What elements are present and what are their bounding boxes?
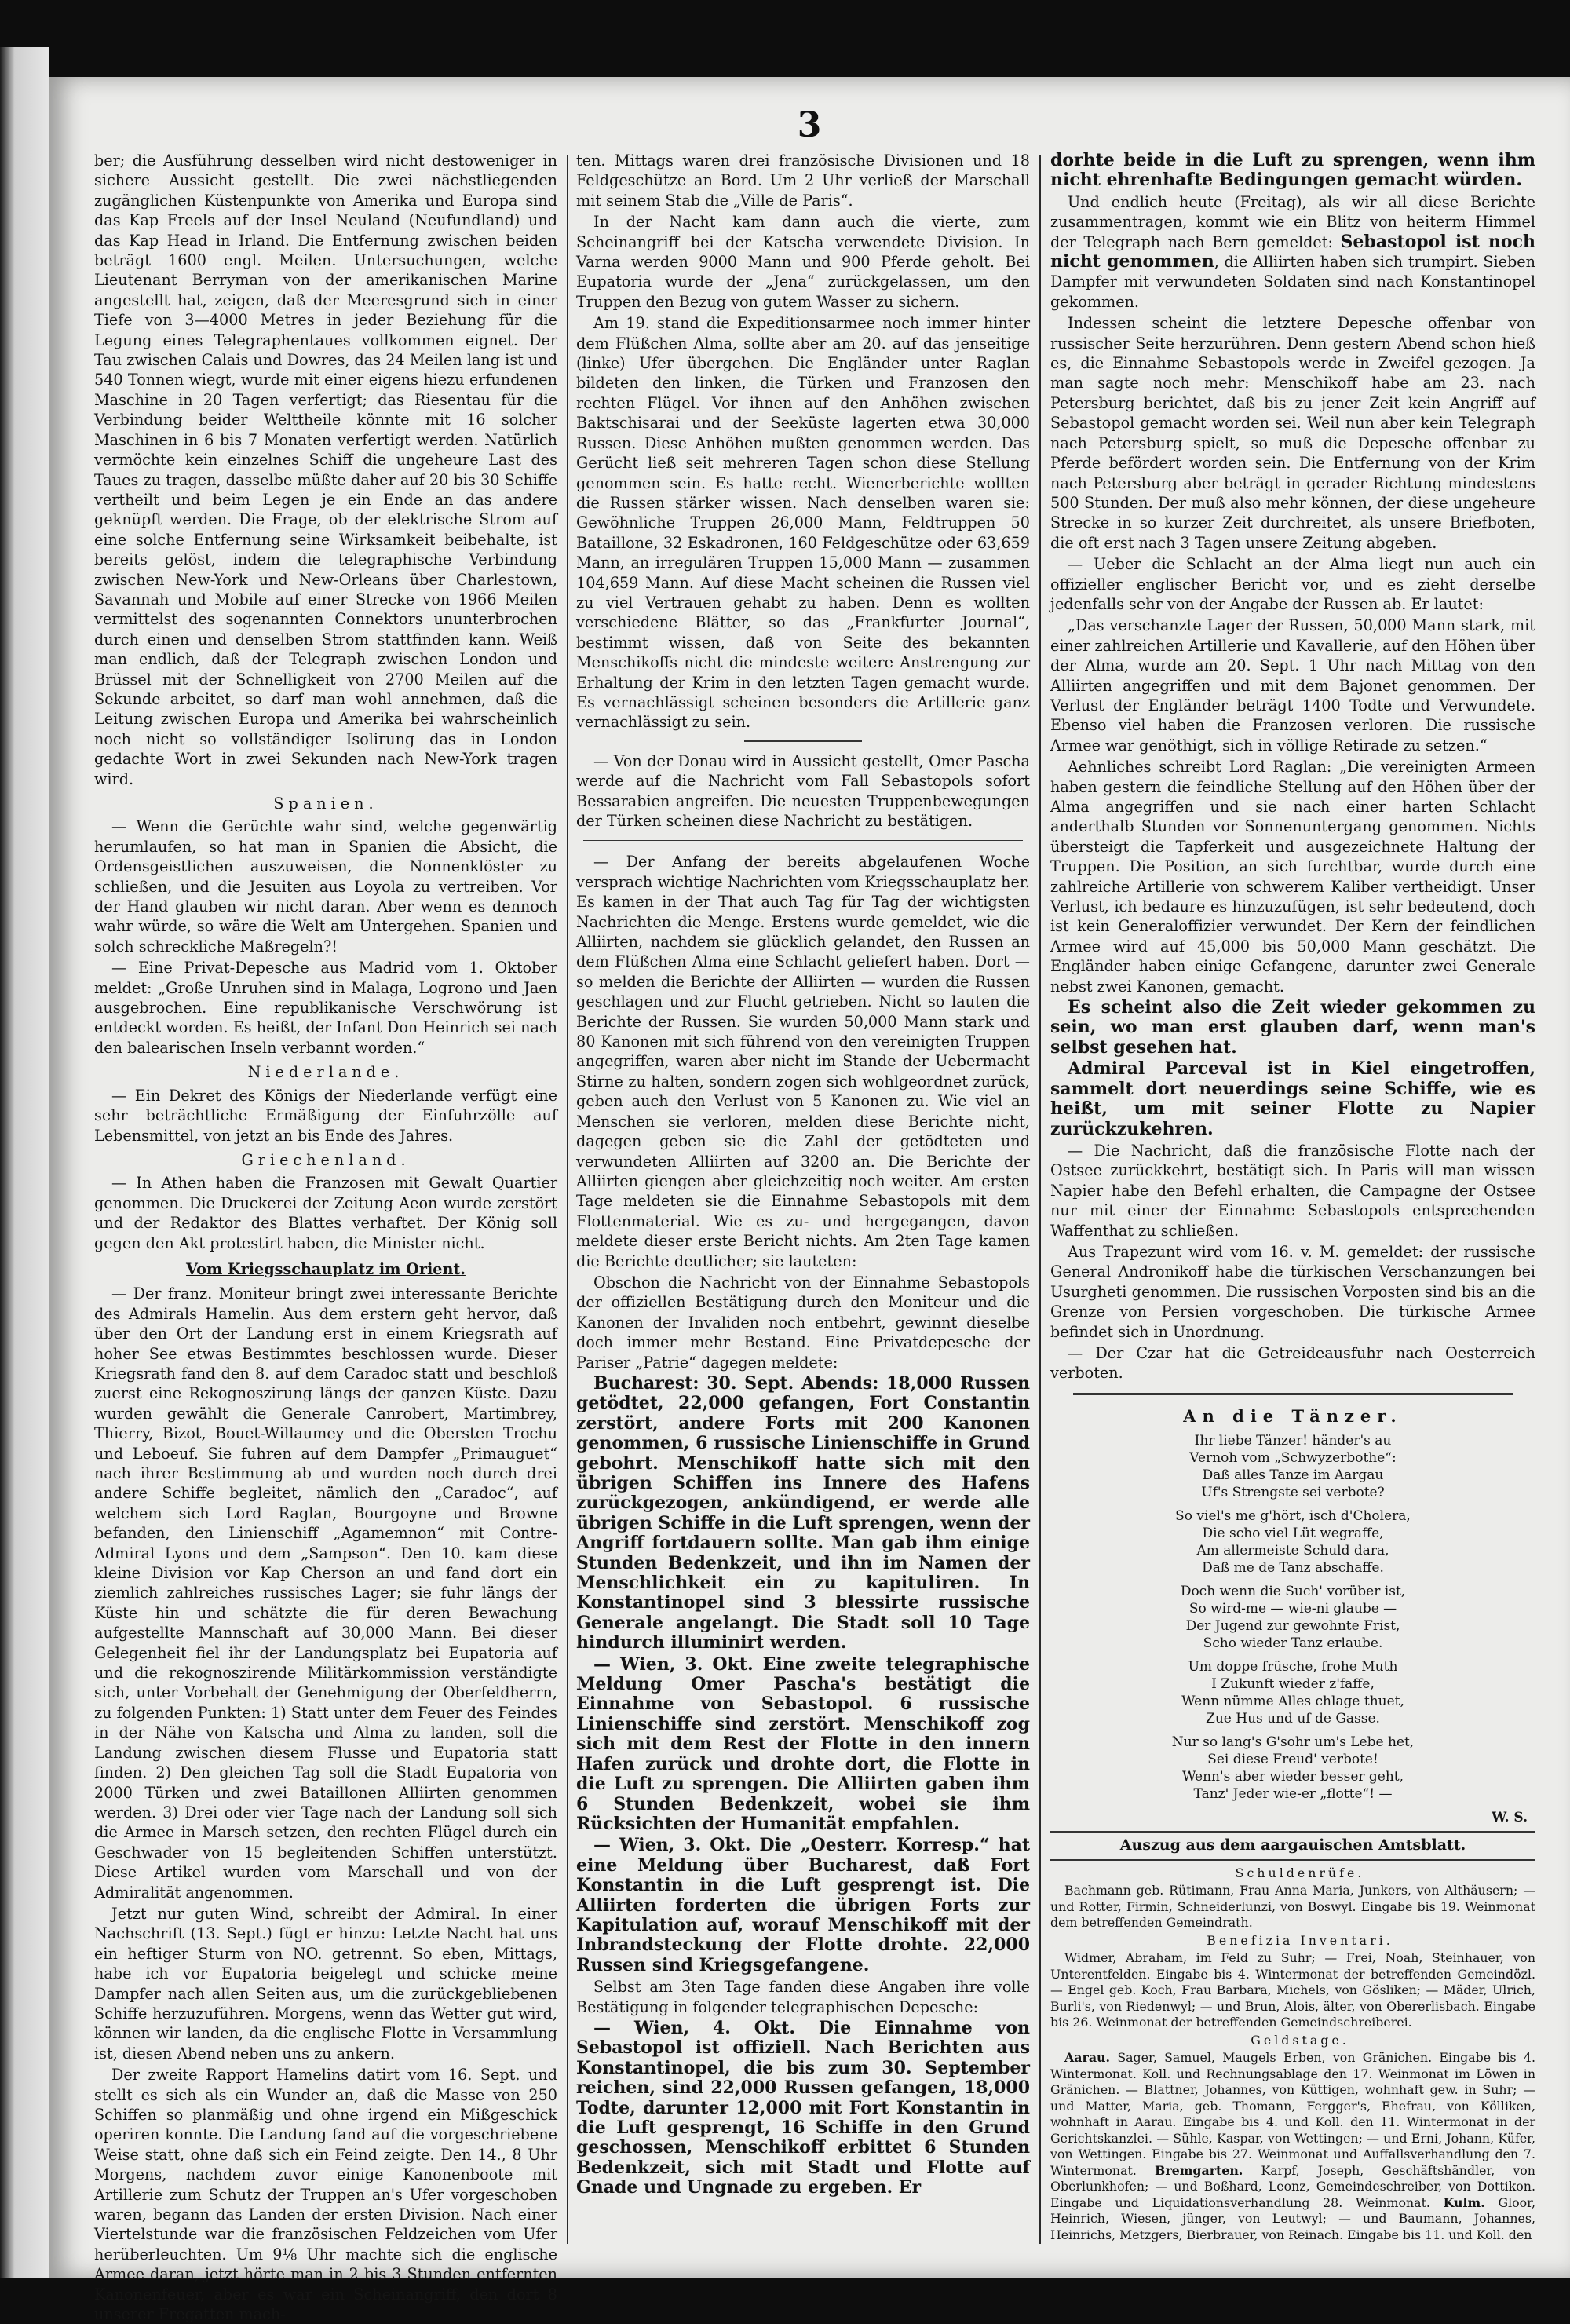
poem-stanza-1: [1050, 1432, 1535, 1501]
poem-signature: W. S.: [1492, 1810, 1528, 1826]
poem-line: So wird-me — wie-ni glaube —: [1188, 1601, 1397, 1617]
dispatch-bucharest-dateline: Bucharest: 30. Sept. Abends:: [593, 1372, 879, 1394]
page-number: 3: [797, 105, 822, 145]
column-1: [94, 151, 557, 2324]
poem-line: Daß me de Tanz abschaffe.: [1202, 1560, 1384, 1577]
poem-line: Sei diese Freud' verbote!: [1207, 1752, 1378, 1768]
article-friday-telegraph: [1050, 192, 1535, 312]
heading-niederlande: Niederlande.: [247, 1063, 404, 1082]
column-2: [576, 151, 1030, 2255]
poem-stanza-2: [1050, 1507, 1535, 1577]
poem-line: Scho wieder Tanz erlaube.: [1203, 1635, 1383, 1652]
article-spain-rumours: — Wenn die Gerüchte wahr sind, welche gegenwärtig herumlaufen, so hat man in Spanien die Absicht, die Ordensgeistlichen auszuweisen, die Nonnenklöster zu schließen, und die Jesuiten aus Loyola zu vertreiben. Vor der Hand glauben wir nicht daran. Aber wenn es dennoch wahr würde, so wäre die Welt am Untergehen. Spanien und solch schreckliche Maßregeln?!: [94, 817, 557, 956]
article-continuation-3: dorhte beide in die Luft zu sprengen, wenn ihm nicht ehrenhafte Bedingungen gemacht würden.: [1050, 150, 1535, 191]
poem: [1050, 1432, 1535, 1826]
poem-line: Nur so lang's G'sohr um's Lebe het,: [1171, 1734, 1415, 1751]
poem-line: So viel's me g'hört, isch d'Cholera,: [1175, 1508, 1411, 1525]
subheading-geldstage: Geldstage.: [1251, 2032, 1349, 2048]
poem-stanza-4: [1050, 1658, 1535, 1727]
article-alma-positions: Am 19. stand die Expeditionsarmee noch immer hinter dem Flüßchen Alma, sollte aber am 20. auf das jenseitige (linke) Ufer übergehen. Die Engländer unter Raglan bildeten den linken, die Türken und Franzosen den rechten Flügel. Vor ihnen auf den Anhöhen zwischen Baktschisarai und der Seeküste lagerten etwa 30,000 Russen. Diese Anhöhen mußten genommen werden. Das Gerücht ließ seit mehreren Tagen schon diese Stellung genommen sein. Es hatte recht. Wienerberichte wollten die Russen stärker wissen. Nach denselben waren sie: Gewöhnliche Truppen 26,000 Mann, Feldtruppen 50 Bataillone, 32 Eskadronen, 160 Feldgeschütze oder 63,659 Mann, an irregulären Truppen 15,000 Mann — zusammen 104,659 Mann. Auf diese Macht scheinen die Russen viel zu viel Vertrauen gehabt zu haben. Denn es wollten verschiedene Blätter, so das „Frankfurter Journal“, bestimmt wissen, daß von Seite des bekannten Menschikoffs nicht die mindeste weitere Anstrengung zur Erhaltung der Krim in den letzten Tagen gemacht wurde. Es vernachlässigt scheinen besonders die Artillerie ganz vernachlässigt zu sein.: [576, 314, 1030, 732]
amtsblatt-entry-text: Gloor, Heinrich, Wiesen, jünger, von Leutwyl; — und Baumann, Johannes, Heinrichs, Metzgers, Bierbrauer, von Reinach. Eingabe bis 11. und Koll. den: [1050, 2194, 1535, 2242]
poem-stanza-3: [1050, 1583, 1535, 1652]
dispatch-vienna-3-text: Die Einnahme von Sebastopol ist offiziell. Nach Berichten aus Konstantinopel, die bis zum 30. September reichen, sind 22,000 Russen gefangen, 18,000 Todte, darunter 12,000 mit Fort Konstantin in die Luft gesprengt, 16 Schiffe in den Grund geschossen, Menschikoff erbittet 6 Stunden Bedenkzeit, sich mit Stadt und Flotte auf Gnade und Ungnade zu ergeben. Er: [576, 2017, 1030, 2198]
friday-telegraph-rest: , die Alliirten haben sich trumpirt. Sieben Dampfer mit verwundeten Soldaten sind nach Konstantinopel gekommen.: [1050, 253, 1535, 311]
separator-double-3: [1073, 1393, 1513, 1395]
article-parceval: Admiral Parceval ist in Kiel eingetroffen, sammelt dort neuerdings seine Schiffe, wie es heißt, um mit seiner Flotte zu Napier zurückzukehren.: [1050, 1058, 1535, 1139]
amtsblatt-entry-text: Sager, Samuel, Maugels Erben, von Gränichen. Eingabe bis 4. Wintermonat. Koll. und Rechnungsablage den 17. Weinmonat im Löwen in Gränichen. — Blattner, Johannes, von Küttigen, wohnhaft gew. in Suhr; — und Matter, Maria, geb. Thomann, Fergger's, Ehefrau, von Kölliken, wohnhaft in Aarau. Eingabe bis 4. und Koll. den 11. Wintermonat in der Gerichtskanzlei. — Sühle, Kaspar, von Wettingen; — und Erni, Johann, Küfer, von Wettingen. Eingabe bis 27. Weinmonat und Auffallsverhandlung den 7. Wintermonat.: [1050, 2050, 1535, 2178]
district-bremgarten: Bremgarten.: [1154, 2162, 1243, 2178]
article-hamelin-report: — Der franz. Moniteur bringt zwei interessante Berichte des Admirals Hamelin. Aus dem erstern geht hervor, daß über den Ort der Landung erst in einem Kriegsrath auf hoher See etwas Bestimmtes beschlossen wurde. Dieser Kriegsrath fand den 8. auf dem Caradoc statt und beschloß zuerst eine Rekognoszirung längs der ganzen Küste. Dazu wurden gewählt die Generale Canrobert, Martimbrey, Thierry, Bizot, Bouet-Willaumey und die Obersten Trochu und Leboeuf. Sie fuhren auf dem Dampfer „Primauguet“ nach ihrer Bestimmung ab und wurden noch durch drei andere Schiffe begleitet, nämlich den „Caradoc“, auf welchem sich Lord Raglan, Bourgoyne und Browne befanden, den Linienschiff „Agamemnon“ mit Contre-Admiral Lyons und dem „Sampson“. Den 10. kam diese kleine Division vor Kap Cherson an und fand dort ein ziemlich zahlreiches russisches Lager; sie fuhr längs der Küste hin und schätzte die für deren Bewachung aufgestellte Mannschaft auf 30,000 Mann. Bei dieser Gelegenheit fiel ihr der Landungsplatz bei Eupatoria auf und die rekognoszirende Militärkommission verständigte sich, unter Vorbehalt der Genehmigung der Oberfeldherrn, zu folgenden Punkten: 1) Statt unter dem Feuer des Feindes in der Nähe von Katscha und Alma zu landen, soll die Landung zwischen diesem Flusse und Eupatoria statt finden. 2) Den gleichen Tag soll die Stadt Eupatoria von 2000 Türken und zwei Bataillonen Alliirten genommen werden. 3) Drei oder vier Tage nach der Landung soll sich die Armee in Marsch setzen, den rechten Flügel durch ein Geschwader von 15 begleitenden Schiffen unterstützt. Diese Artikel wurden vom Marschall und von der Admiralität angenommen.: [94, 1284, 557, 1902]
article-raglan: Aehnliches schreibt Lord Raglan: „Die vereinigten Armeen haben gestern die feindliche Stellung auf den Höhen über der Alma angegriffen und sie nach einer harten Schlacht anderthalb Stunden vor Sonnenuntergang genommen. Nichts übersteigt die Tapferkeit und ausgezeichnete Haltung der Truppen. Die Position, an sich furchtbar, wurde durch eine zahlreiche Artillerie von schwerem Kaliber vertheidigt. Unser Verlust, ich bedaure es hinzuzufügen, ist sehr bedeutend, doch ist kein Generaloffizier verwundet. Der Kern der feindlichen Armee wird auf 45,000 bis 50,000 Mann geschätzt. Die Engländer haben einige Gefangene, darunter zwei Generale nebst zwei Kanonen, gemacht.: [1050, 758, 1535, 996]
article-believe: Es scheint also die Zeit wieder gekommen zu sein, wo man erst glauben darf, wenn man's selbst gesehen hat.: [1050, 997, 1535, 1058]
article-netherlands-decree: — Ein Dekret des Königs der Niederlande verfügt eine sehr beträchtliche Ermäßigung der Einfuhrzölle auf Lebensmittel, von jetzt an bis Ende des Jahres.: [94, 1086, 557, 1145]
dispatch-vienna-3-dateline: Wien, 4. Okt.: [633, 2017, 795, 2038]
column-3: [1050, 151, 1535, 2255]
column-rule-2: [1039, 155, 1041, 2244]
article-night-division: In der Nacht kam dann auch die vierte, zum Scheinangriff bei der Katscha verwendete Division. In Varna werden 9000 Mann und 900 Pferde geholt. Bei Eupatoria wurde der „Jena“ zurückgelassen, um den Truppen den Bezug von gutem Wasser zu sichern.: [576, 213, 1030, 311]
article-hamelin-postscript: Jetzt nur guten Wind, schreibt der Admiral. In einer Nachschrift (13. Sept.) fügt er hinzu: Letzte Nacht hat uns ein heftiger Sturm von NO. getrennt. So eben, Mittags, habe ich vor Eupatoria beigelegt und schicke meine Dampfer nach allen Seiten aus, um die zurückgebliebenen Schiffe herzuzuführen. Morgens, wenn das Wetter gut wird, können wir landen, da die englische Flotte in Versammlung ist, diesen Abend neben uns zu ankern.: [94, 1904, 557, 2063]
article-danube: — Von der Donau wird in Aussicht gestellt, Omer Pascha werde auf die Nachricht vom Fall Sebastopols sofort Bessarabien angreifen. Die neuesten Truppenbewegungen der Türken scheinen diese Nachricht zu bestätigen.: [576, 751, 1030, 830]
poem-line: Um doppe früsche, frohe Muth: [1188, 1659, 1398, 1675]
dispatch-vienna-1-text: Eine zweite telegraphische Meldung Omer Pascha's bestätigt die Einnahme von Sebastopol. 6 russische Linienschiffe sind zerstört. Menschikoff zog sich mit dem Rest der Flotte in den innern Hafen zurück und drohte dort, die Flotte in die Luft zu sprengen. Die Alliirten gaben ihm 6 Stunden Bedenkzeit, wobei sie ihm Rücksichten der Humanität empfahlen.: [576, 1653, 1030, 1834]
article-athens: — In Athen haben die Franzosen mit Gewalt Quartier genommen. Die Druckerei der Zeitung Aeon wurde zerstört und der Redaktor des Blattes verhaftet. Der König soll gegen den Akt protestirt haben, die Minister nicht.: [94, 1174, 557, 1252]
article-russian-origin: Indessen scheint die letztere Depesche offenbar von russischer Seite herzurühren. Denn gestern Abend schon hieß es, die Einnahme Sebastopols werde in Zweifel gezogen. Ja man sagte noch mehr: Menschikoff habe am 23. nach Petersburg berichtet, daß bis zu jener Zeit kein Angriff auf Sebastopol gemacht worden sei. Weil nun aber kein Telegraph nach Petersburg spielt, so muß die Depesche offenbar zu Pferde befördert worden sein. Die Entfernung von der Krim nach Petersburg aber beträgt in gerader Richtung mindestens 500 Stunden. Der muß also mehr können, der diese ungeheure Strecke in so kurzer Zeit durchreitet, als unsere Briefboten, die oft erst nach 3 Tagen unsere Zeitung abgeben.: [1050, 314, 1535, 552]
poem-line: Doch wenn die Such' vorüber ist,: [1180, 1584, 1406, 1600]
friday-telegraph-intro: Und endlich heute (Freitag), als wir all diese Berichte zusammentragen, kommt wie ein Blitz von heiterm Himmel der Telegraph nach Bern gemeldet:: [1050, 192, 1535, 251]
separator-double: [583, 840, 1023, 842]
amtsblatt-entry: [1050, 2050, 1535, 2243]
poem-line: Am allermeiste Schuld dara,: [1196, 1543, 1389, 1559]
poem-line: I Zukunft wieder z'faffe,: [1211, 1676, 1375, 1693]
dispatch-vienna-3: — Wien, 4. Okt. Die Einnahme von Sebastopol ist offiziell. Nach Berichten aus Konstantinopel, die bis zum 30. September reichen, sind 22,000 Russen gefangen, 18,000 Todte, darunter 12,000 mit Fort Konstantin in die Luft gesprengt, 16 Schiffe in den Grund geschossen, Menschikoff erbittet 6 Stunden Bedenkzeit, sich mit Stadt und Flotte auf Gnade und Ungnade zu ergeben. Er: [576, 2017, 1030, 2198]
article-week-news: — Der Anfang der bereits abgelaufenen Woche versprach wichtige Nachrichten vom Kriegsschauplatz her. Es kamen in der That auch Tag für Tag der wichtigsten Nachrichten die Menge. Erstens wurde gemeldet, wie die Alliirten, nachdem sie glücklich gelandet, den Russen an dem Flüßchen Alma eine Schlacht geliefert haben. Dort — so melden die Berichte der Alliirten — wurden die Russen geschlagen und zur Flucht getrieben. Nicht so lauten die Berichte der Russen. Sie wurden 50,000 Mann stark und 80 Kanonen mit sich führend von den vereinigten Truppen angegriffen, waren aber nicht im Stande der Uebermacht Stirne zu halten, sondern zogen sich wohlgeordnet zurück, geben auch den Verlust von 5 Kanonen zu. Wie viel an Menschen sie verloren, melden diese Berichte nicht, dagegen geben sie die Zahl der getödteten und verwundeten Alliirten auf 3200 an. Die Berichte der Alliirten giengen aber gleichzeitig noch weiter. Am ersten Tage meldeten sie die Einnahme Sebastopols mit dem Flottenmaterial. Wie es zu- und hergegangen, davon meldete dieser erste Bericht nichts. Am 2ten Tage kamen die Berichte deutlicher; sie lauteten:: [576, 853, 1030, 1270]
article-confirmation: Selbst am 3ten Tage fanden diese Angaben ihre volle Bestätigung in folgender telegraphischen Depesche:: [576, 1978, 1030, 2016]
article-continuation: ten. Mittags waren drei französische Divisionen und 18 Feldgeschütze an Bord. Um 2 Uhr verließ der Marschall mit seinem Stab die „Ville de Paris“.: [576, 152, 1030, 210]
poem-stanza-5: [1050, 1734, 1535, 1803]
poem-line: Die scho viel Lüt wegraffe,: [1202, 1526, 1384, 1542]
article-patrie: Obschon die Nachricht von der Einnahme Sebastopols der offiziellen Bestätigung durch den Moniteur und die Kanonen der Invaliden noch entbehrt, gewinnt dieselbe doch immer mehr Bestand. Eine Privatdepesche der Pariser „Patrie“ dagegen meldete:: [576, 1273, 1030, 1372]
amtsblatt-section: [1050, 1865, 1535, 2244]
poem-line: Uf's Strengste sei verbote?: [1201, 1485, 1385, 1501]
poem-line: Der Jugend zur gewohnte Frist,: [1185, 1618, 1400, 1635]
poem-line: Wenn nümme Alles chlage thuet,: [1181, 1694, 1404, 1710]
article-alma-quote: „Das verschanzte Lager der Russen, 50,000 Mann stark, mit einer zahlreichen Artillerie und Kavallerie, auf den Höhen über der Alma, wurde am 20. Sept. 1 Uhr nach Mittag von den Alliirten angegriffen und mit dem Bajonet genommen. Der Verlust der Engländer beträgt 1400 Todte und Verwundete. Ebenso viel haben die Franzosen verloren. Die russische Armee war genöthigt, sich in völlige Retirade zu setzen.“: [1050, 616, 1535, 755]
article-madrid-dispatch: — Eine Privat-Depesche aus Madrid vom 1. Oktober meldet: „Große Unruhen sind in Malaga, Logrono und Jaen ausgebrochen. Eine republikanische Verschwörung ist entdeckt worden. Es heißt, der Infant Don Heinrich sei nach den balearischen Inseln verbannt worden.“: [94, 959, 557, 1057]
amtsblatt-entry: Widmer, Abraham, im Feld zu Suhr; — Frei, Noah, Steinhauer, von Unterentfelden. Eingabe bis 4. Wintermonat der betreffenden Gemeindözl. — Engel geb. Koch, Frau Barbara, Michels, von Gösliken; — Mäder, Ulrich, Burli's, von Riedenwyl; — und Brun, Alois, älter, von Obererlisbach. Eingabe bis 26. Weinmonat der betreffenden Gemeindschreiberei.: [1050, 1950, 1535, 2030]
heading-spanien: Spanien.: [273, 795, 378, 813]
article-telegraph-cable: ber; die Ausführung desselben wird nicht destoweniger in sichere Aussicht gestellt. Die zwei nächstliegenden zugänglichen Küstenpunkte von Amerika und Europa sind das Kap Freels auf der Insel Neuland (Neufundland) und das Kap Head in Irland. Die Entfernung zwischen beiden beträgt 1600 engl. Meilen. Untersuchungen, welche Lieutenant Berryman von der amerikanischen Marine angestellt hat, zeigen, daß der Meeresgrund sich in einer Tiefe von 3—4000 Metres in jeder Beziehung für die Legung eines Telegraphentaues vollkommen eignet. Der Tau zwischen Calais und Dowres, das 24 Meilen lang ist und 540 Tonnen wiegt, wurde mit einer eigens hiezu erfundenen Maschine in 20 Tagen verfertigt; das Riesentau für die Verbindung beider Welttheile könnte mit 16 solcher Maschinen in 6 bis 7 Monaten verfertigt werden. Natürlich vermöchte kein einzelnes Schiff die ungeheure Last des Taues zu tragen, dasselbe müßte daher auf 20 bis 30 Schiffe vertheilt und beim Legen je ein Ende an das andere geknüpft werden. Die Frage, ob der elektrische Strom auf eine solche Entfernung seine Wirksamkeit beibehalte, ist bereits gelöst, indem die telegraphische Verbindung zwischen New-York und New-Orleans über Charlestown, Savannah und Mobile auf einer Strecke von 1966 Meilen vermittelst des sogenannten Connektors ununterbrochen durch einen und denselben Strom stattfinden kann. Weiß man endlich, daß der Telegraph zwischen London und Brüssel mit der Schnelligkeit von 2700 Meilen auf die Sekunde arbeitet, so darf man wohl annehmen, daß die Leitung zwischen Europa und Amerika bei wahrscheinlich noch nicht so vollständiger Isolirung das in London gedachte Wort in zwei Sekunden nach New-York tragen wird.: [94, 152, 557, 788]
subheading-benefizia: Benefizia Inventari.: [1207, 1932, 1393, 1948]
article-hamelin-second-report: Der zweite Rapport Hamelins datirt vom 16. Sept. und stellt es sich als ein Wunder an, daß die Masse von 250 Schiffen so planmäßig und ohne irgend ein Mißgeschick operiren konnte. Die Landung fand auf die vorgeschriebene Weise statt, ohne daß sich ein Feind zeigte. Den 14., 8 Uhr Morgens, nachdem zuvor einige Kanonenboote mit Artillerie zum Schutz der Truppen an's Ufer vorgeschoben waren, begann das Landen der ersten Division. Nach einer Viertelstunde war die französischen Feldzeichen vom Ufer herüberleuchten. Um 9⅛ Uhr machte sich die englische Armee daran, jetzt hörte man in 2 bis 3 Stunden entfernten Kanonenfeuer, aber es war ein Scheinangriff, den dort 8 unserer Fregatten mach-: [94, 2066, 557, 2324]
poem-line: Wenn's aber wieder besser geht,: [1181, 1769, 1404, 1785]
dispatch-vienna-1-dateline: Wien, 3. Okt.: [620, 1653, 754, 1675]
amtsblatt-entry: Bachmann geb. Rütimann, Frau Anna Maria, Junkers, von Althäusern; — und Rotter, Firmin, Schneiderlunzi, von Boswyl. Eingabe bis 19. Weinmonat dem betreffenden Gemeindrath.: [1050, 1883, 1535, 1931]
district-kulm: Kulm.: [1443, 2194, 1485, 2210]
article-alma-english-report: — Ueber die Schlacht an der Alma liegt nun auch ein offizieller englischer Bericht vor, und es zieht derselbe jedenfalls sehr von der Angabe der Russen ab. Er lautet:: [1050, 555, 1535, 613]
poem-title: An die Tänzer.: [1183, 1405, 1403, 1426]
poem-line: Ihr liebe Tänzer! händer's au: [1194, 1433, 1392, 1449]
district-aarau: Aarau.: [1064, 2050, 1111, 2066]
amtsblatt-heading: Auszug aus dem aargauischen Amtsblatt.: [1050, 1831, 1535, 1860]
left-page-edge: [0, 47, 49, 2278]
sebastopol-headline: Sebastopol ist noch nicht genommen: [1050, 231, 1535, 272]
poem-line: Tanz' Jeder wie-er „flotte“! —: [1193, 1786, 1393, 1803]
heading-griechenland: Griechenland.: [241, 1150, 411, 1169]
article-baltic-fleet: — Die Nachricht, daß die französische Flotte nach der Ostsee zurückkehrt, bestätigt sich. In Paris will man wissen Napier habe den Befehl erhalten, die Campagne der Ostsee nur mit einer der Einnahme Sebastopols entsprechenden Waffenthat zu schließen.: [1050, 1141, 1535, 1240]
heading-kriegsschauplatz: Vom Kriegsschauplatz im Orient.: [186, 1259, 466, 1278]
newspaper-page: [49, 77, 1570, 2324]
poem-line: Daß alles Tanze im Aargau: [1202, 1467, 1384, 1484]
dispatch-vienna-2-dateline: Wien, 3. Okt.: [619, 1835, 751, 1856]
article-czar-grain: — Der Czar hat die Getreideausfuhr nach Oesterreich verboten.: [1050, 1343, 1535, 1383]
article-trapezunt: Aus Trapezunt wird vom 16. v. M. gemeldet: der russische General Andronikoff habe die türkischen Verschanzungen bei Usurgheti genommen. Die russischen Vorposten sind bis an die Grenze von Persien vorgeschoben. Die türkische Armee befindet sich in Unordnung.: [1050, 1242, 1535, 1341]
poem-line: Vernoh vom „Schwyzerbothe“:: [1189, 1450, 1397, 1467]
dispatch-bucharest-text: 18,000 Russen getödtet, 22,000 gefangen, Fort Constantin zerstört, andere Forts mit 200 Kanonen genommen, 6 russische Linienschiffe in Grund gebohrt. Menschikoff hatte sich mit den übrigen Schiffen ins Innere des Hafens zurückgezogen, ankündigend, er werde alle übrigen Schiffe in die Luft sprengen, wenn der Angriff fortdauern sollte. Man gab ihm einige Stunden Bedenkzeit, und ihn im Namen der Menschlichkeit ein zu kapituliren. In Konstantinopel sind 3 blessirte russische Generale angelangt. Die Stadt soll 10 Tage hindurch illuminirt werden.: [576, 1372, 1030, 1653]
column-rule-1: [567, 155, 568, 2244]
subheading-schuldenrufe: Schuldenrüfe.: [1235, 1865, 1365, 1880]
amtsblatt-entry-text: Karpf, Joseph, Geschäftshändler, von Oberlunkhofen; — und Boßhard, Leonz, Gemeindeschreiber, von Dottikon. Eingabe und Liquidationsverhandlung 28. Weinmonat.: [1050, 2162, 1535, 2210]
dispatch-bucharest: [576, 1374, 1030, 1653]
dispatch-vienna-1: — Wien, 3. Okt. Eine zweite telegraphische Meldung Omer Pascha's bestätigt die Einnahme von Sebastopol. 6 russische Linienschiffe sind zerstört. Menschikoff zog sich mit dem Rest der Flotte in den innern Hafen zurück und drohte dort, die Flotte in die Luft zu sprengen. Die Alliirten gaben ihm 6 Stunden Bedenkzeit, wobei sie ihm Rücksichten der Humanität empfahlen.: [576, 1653, 1030, 1834]
dispatch-vienna-2: — Wien, 3. Okt. Die „Oesterr. Korresp.“ hat eine Meldung über Bucharest, daß Fort Konstantin in die Luft gesprengt ist. Die Alliirten forderten die übrigen Forts zur Kapitulation auf, worauf Menschikoff mit der Inbrandsteckung der Flotte drohte. 22,000 Russen sind Kriegsgefangene.: [576, 1835, 1030, 1975]
dispatch-vienna-2-text: Die „Oesterr. Korresp.“ hat eine Meldung über Bucharest, daß Fort Konstantin in die Luft gesprengt ist. Die Alliirten forderten die übrigen Forts zur Kapitulation auf, worauf Menschikoff mit der Inbrandsteckung der Flotte drohte. 22,000 Russen sind Kriegsgefangene.: [576, 1835, 1030, 1975]
poem-line: Zue Hus und uf de Gasse.: [1206, 1711, 1380, 1727]
separator: [744, 740, 862, 742]
